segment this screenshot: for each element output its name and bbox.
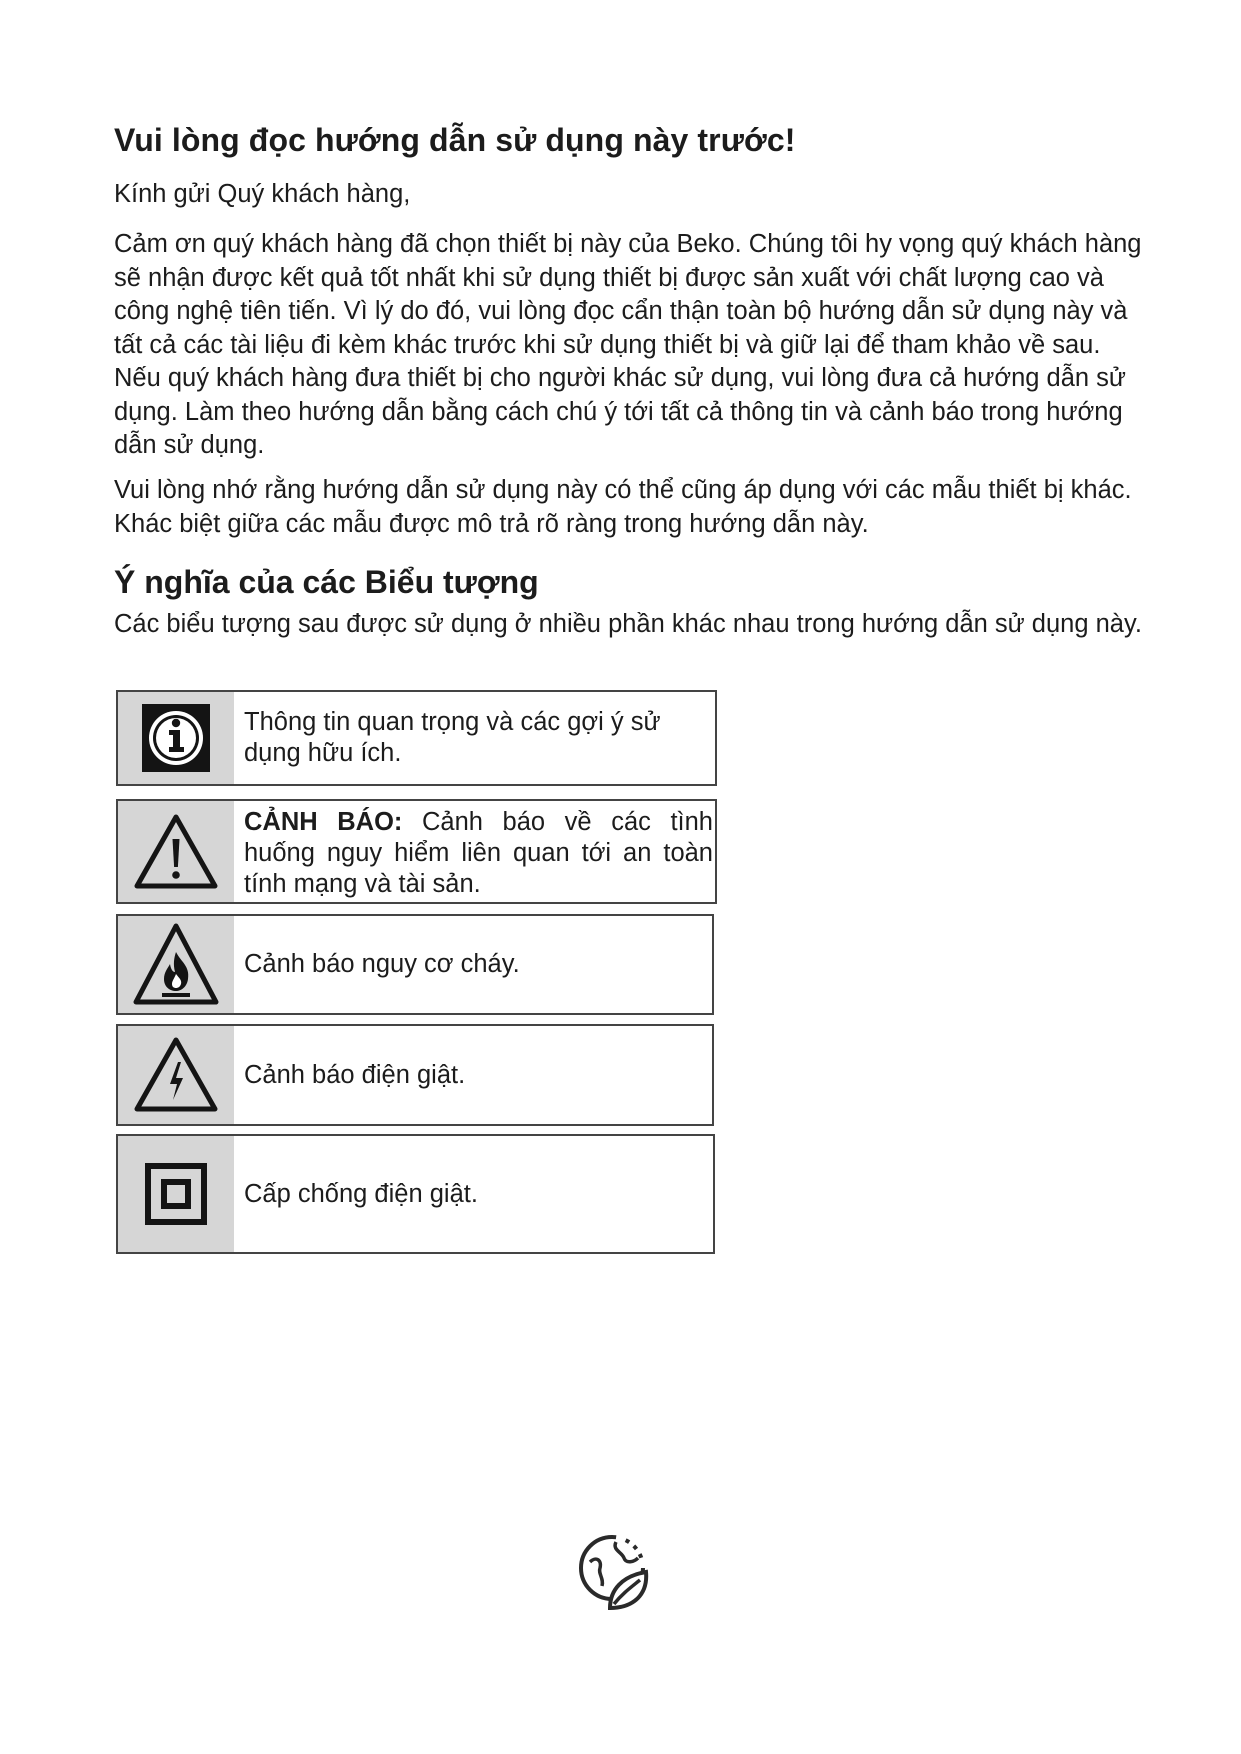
warning-description xyxy=(234,801,715,902)
info-icon xyxy=(118,692,234,784)
warning-triangle-icon xyxy=(118,801,234,902)
warning-label: CẢNH BÁO: xyxy=(244,808,403,836)
electric-description: Cảnh báo điện giật. xyxy=(244,1060,466,1089)
intro-paragraph: Cảm ơn quý khách hàng đã chọn thiết bị này của Beko. Chúng tôi hy vọng quý khách hàng sẽ nhận được kết quả tốt nhất khi sử dụng thiết bị được sản xuất với chất lượng cao và công nghệ tiên tiến. Vì lý do đó, vui lòng đọc cẩn thận toàn bộ hướng dẫn sử dụng này và tất cả các tài liệu đi kèm khác trước khi sử dụng thiết bị và giữ lại để tham khảo về sau. Nếu quý khách hàng đưa thiết bị cho người khác sử dụng, vui lòng đưa cả hướng dẫn sử dụng. Làm theo hướng dẫn bằng cách chú ý tới tất cả thông tin và cảnh báo trong hướng dẫn sử dụng. xyxy=(114,230,1142,459)
symbol-row-fire xyxy=(116,914,714,1015)
class2-description: Cấp chống điện giật. xyxy=(244,1179,478,1208)
fire-hazard-icon xyxy=(118,916,234,1013)
models-note-paragraph: Vui lòng nhớ rằng hướng dẫn sử dụng này có thể cũng áp dụng với các mẫu thiết bị khác. Khác biệt giữa các mẫu được mô trả rõ ràng trong hướng dẫn này. xyxy=(114,476,1132,538)
fire-description: Cảnh báo nguy cơ cháy. xyxy=(244,950,520,978)
info-description: Thông tin quan trọng và các gợi ý sử dụng hữu ích. xyxy=(244,708,661,767)
warning-text: Cảnh báo về các tình huống nguy hiểm liên quan tới an toàn tính mạng và tài sản. xyxy=(244,808,713,898)
symbol-row-info xyxy=(116,690,717,786)
greeting: Kính gửi Quý khách hàng, xyxy=(114,180,411,208)
symbols-intro: Các biểu tượng sau được sử dụng ở nhiều phần khác nhau trong hướng dẫn sử dụng này. xyxy=(114,610,1142,638)
double-insulation-icon xyxy=(118,1136,234,1252)
eco-globe-leaf-icon xyxy=(576,1532,652,1614)
symbol-row-electric xyxy=(116,1024,714,1126)
symbol-row-class2 xyxy=(116,1134,715,1254)
symbol-row-warning xyxy=(116,799,717,904)
electric-shock-icon xyxy=(118,1026,234,1124)
page-title: Vui lòng đọc hướng dẫn sử dụng này trước! xyxy=(114,122,796,158)
symbols-heading: Ý nghĩa của các Biểu tượng xyxy=(114,564,539,600)
